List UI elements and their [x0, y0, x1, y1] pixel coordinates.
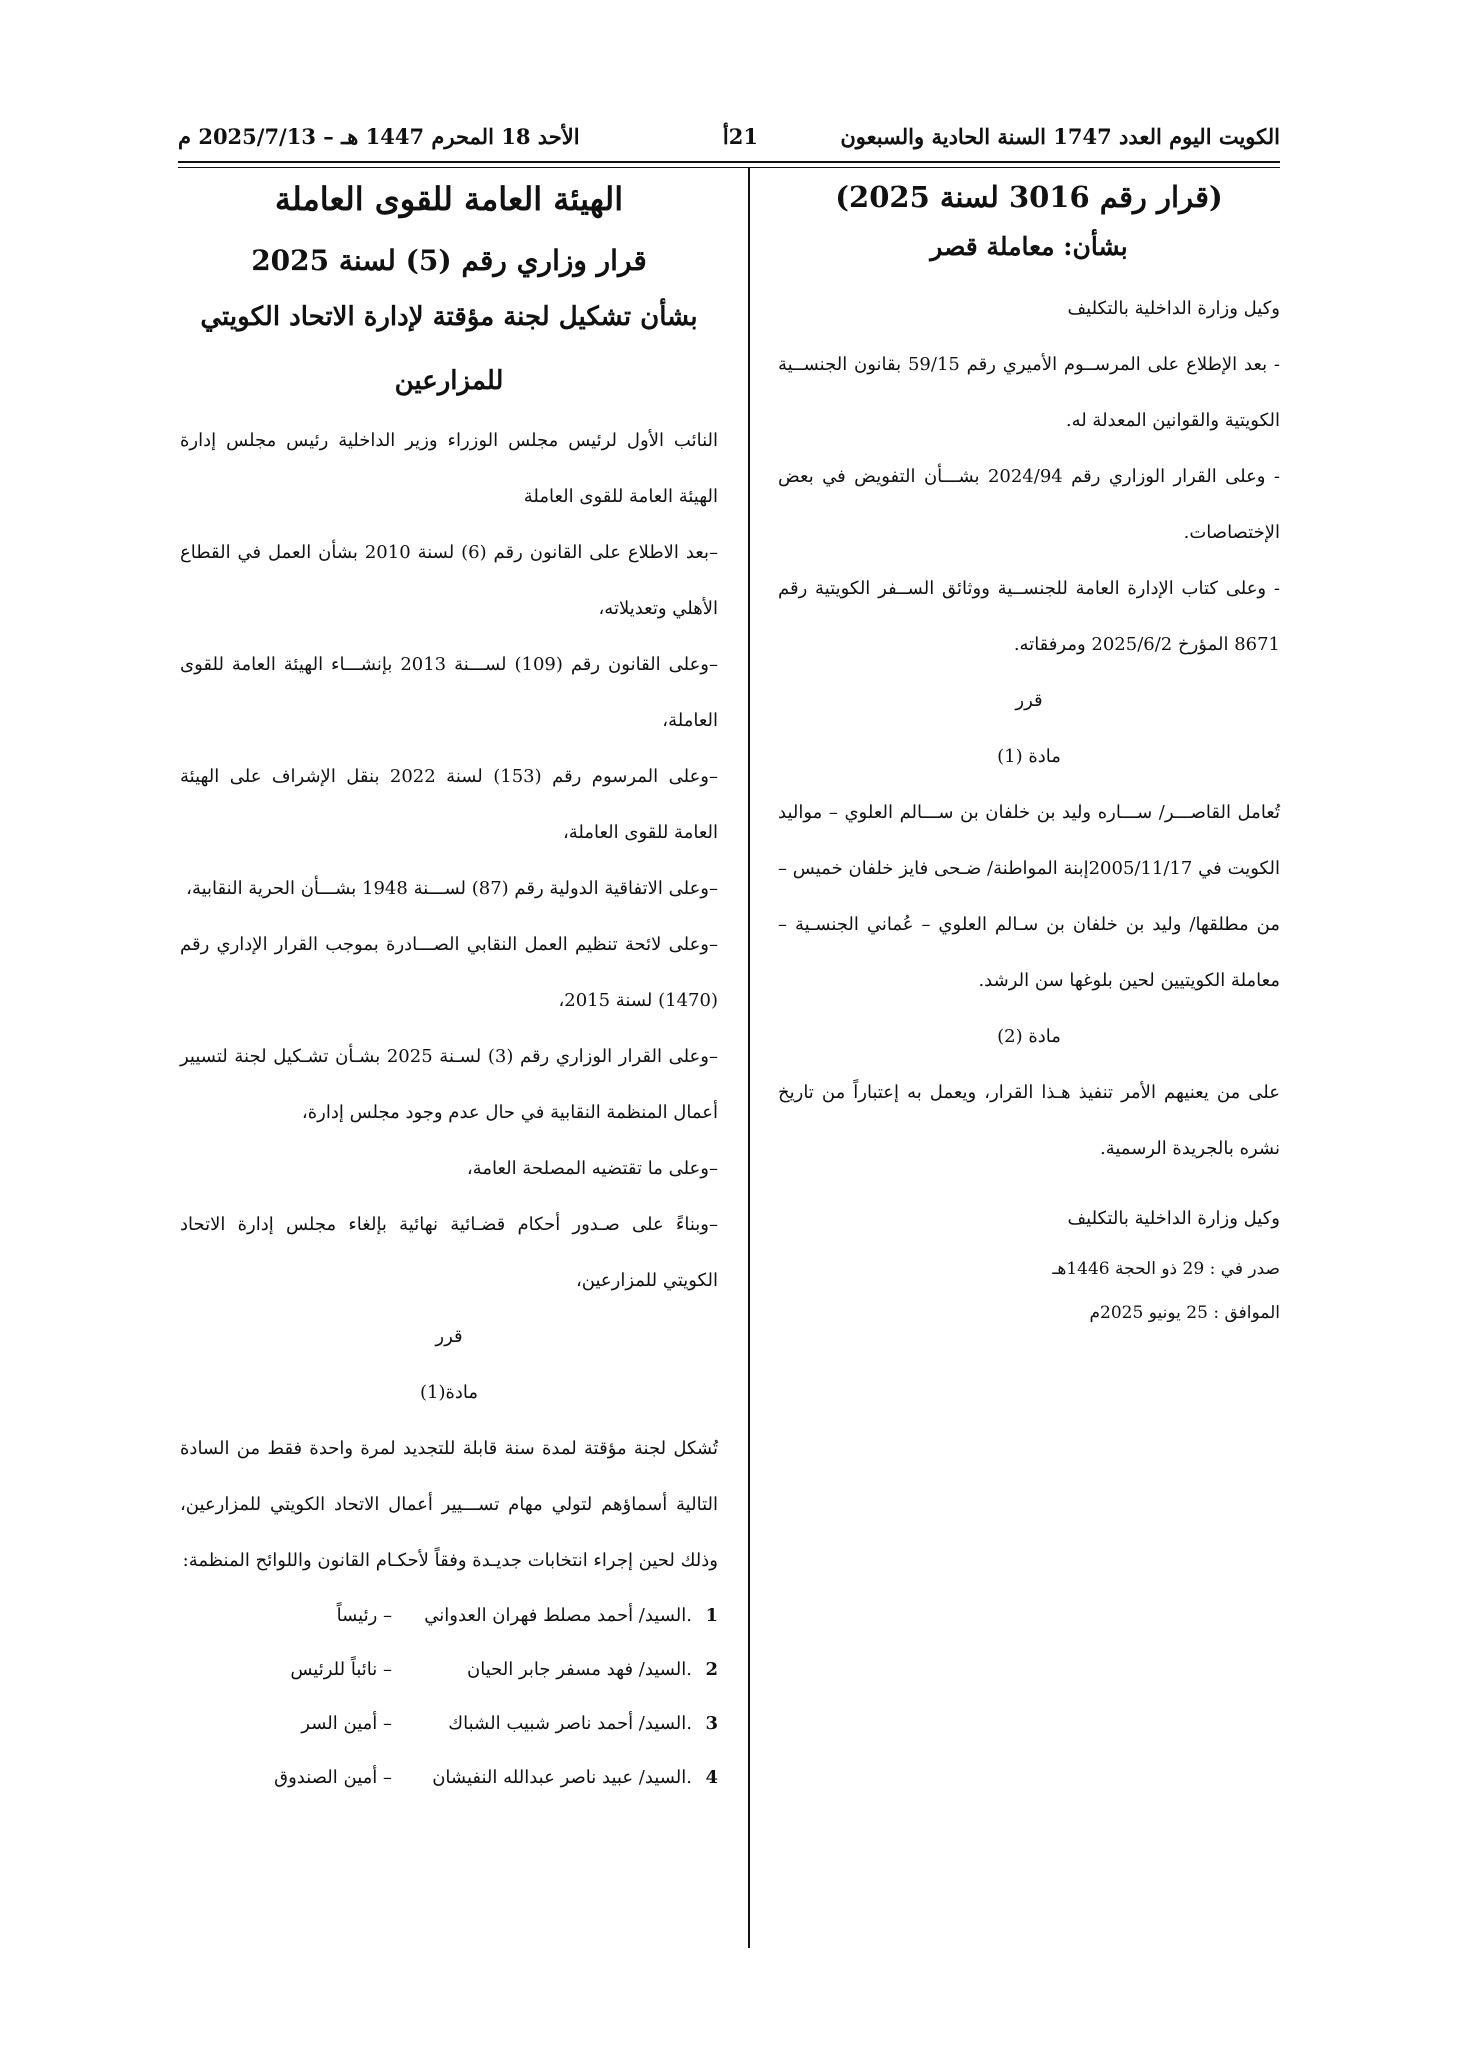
header-date: الأحد 18 المحرم 1447 هـ – 2025/7/13 م: [178, 124, 580, 149]
committee-members-list: [180, 1589, 718, 1805]
decision-3016-issued-date: صدر في : 29 ذو الحجة 1446هـ: [1052, 1259, 1280, 1279]
decision-3016-signature: وكيل وزارة الداخلية بالتكليف: [1067, 1208, 1280, 1229]
member-number: 4: [705, 1767, 718, 1788]
member-role: – نائباً للرئيس: [290, 1659, 392, 1680]
decision-3016-corresponding-date: الموافق : 25 يونيو 2025م: [1089, 1303, 1280, 1323]
committee-member: [180, 1589, 718, 1643]
decision-3016-preamble-3: - وعلى كتاب الإدارة العامة للجنســية ووثائق الســفر الكويتية رقم 8671 المؤرخ 2025/6/2 ومرفقاته.: [778, 578, 1280, 655]
decision-5-preamble-5: –وعلى لائحة تنظيم العمل النقابي الصـــادرة بموجب القرار الإداري رقم (1470) لسنة 2015،: [180, 934, 718, 1011]
decision-5-preamble-8: –وبناءً على صـدور أحكام قضـائية نهائية بإلغاء مجلس إدارة الاتحاد الكويتي للمزارعين،: [180, 1214, 718, 1291]
decision-5-subject: بشأن تشكيل لجنة مؤقتة لإدارة الاتحاد الكويتي للمزارعين: [200, 302, 698, 396]
decision-5-preamble-4: –وعلى الاتفاقية الدولية رقم (87) لســـنة 1948 بشـــأن الحرية النقابية،: [186, 878, 718, 899]
decision-3016-subject: بشأن: معاملة قصر: [930, 232, 1128, 261]
member-role: – أمين السر: [301, 1713, 392, 1734]
header-issue-info: الكويت اليوم العدد 1747 السنة الحادية والسبعون: [840, 124, 1280, 149]
decision-5-preamble-7: –وعلى ما تقتضيه المصلحة العامة،: [466, 1158, 718, 1179]
right-column: [778, 180, 1280, 1335]
member-role: – أمين الصندوق: [274, 1767, 392, 1788]
member-role: – رئيساً: [336, 1605, 392, 1626]
committee-member: [180, 1643, 718, 1697]
decision-3016-article-1-text: تُعامل القاصـــر/ ســـاره وليد بن خلفان بن ســـالم العلوي – مواليد الكويت في 2005/11/17إبنة المواطنة/ ضـحى فايز خلفان خميس – من مطلقها/ وليد بن خلفان بن سـالم العلوي – عُماني الجنسـية – معاملة الكويتيين لحين بلوغها سن الرشد.: [778, 802, 1280, 991]
left-column: [180, 180, 718, 1805]
decision-3016-article-2-text: على من يعنيهم الأمر تنفيذ هـذا القرار، ويعمل به إعتباراً من تاريخ نشره بالجريدة الرسمية.: [778, 1082, 1280, 1159]
member-number: 3: [705, 1713, 718, 1734]
decision-5-preamble-2: –وعلى القانون رقم (109) لســـنة 2013 بإنشـــاء الهيئة العامة للقوى العاملة،: [180, 654, 718, 731]
header-page-number: 21أ: [722, 124, 758, 149]
decision-5-article-1-text: تُشكل لجنة مؤقتة لمدة سنة قابلة للتجديد لمرة واحدة فقط من السادة التالية أسماؤهم لتولي مهام تســـيير أعمال الاتحاد الكويتي للمزارعين، وذلك لحين إجراء انتخابات جديـدة وفقاً لأحكـام القانون واللوائح المنظمة:: [180, 1438, 718, 1571]
committee-member: [180, 1751, 718, 1805]
committee-member: [180, 1697, 718, 1751]
member-number: 2: [705, 1659, 718, 1680]
decision-3016-article-1-title: مادة (1): [997, 746, 1061, 767]
decision-5-preamble-1: –بعد الاطلاع على القانون رقم (6) لسنة 2010 بشأن العمل في القطاع الأهلي وتعديلاته،: [180, 542, 718, 619]
member-name: .السيد/ فهد مسفر جابر الحيان: [467, 1659, 692, 1680]
decision-5-preamble-3: –وعلى المرسوم رقم (153) لسنة 2022 بنقل الإشراف على الهيئة العامة للقوى العاملة،: [180, 766, 718, 843]
decision-5-article-1-title: مادة(1): [419, 1382, 479, 1403]
decision-5-decided: قرر: [435, 1326, 463, 1347]
member-name: .السيد/ أحمد ناصر شبيب الشباك: [448, 1713, 692, 1734]
decision-3016-issuer: وكيل وزارة الداخلية بالتكليف: [1067, 298, 1280, 319]
member-number: 1: [705, 1605, 718, 1626]
decision-3016-article-2-title: مادة (2): [997, 1026, 1061, 1047]
header-rule-thin: [178, 167, 1280, 168]
decision-3016-preamble-1: - بعد الإطلاع على المرســوم الأميري رقم 59/15 بقانون الجنســية الكويتية والقوانين المعدلة له.: [778, 354, 1280, 431]
member-name: .السيد/ أحمد مصلط فهران العدواني: [424, 1605, 692, 1626]
header-rule: [178, 161, 1280, 163]
decision-5-title: قرار وزاري رقم (5) لسنة 2025: [251, 244, 647, 277]
decision-3016-decided: قرر: [1015, 690, 1043, 711]
decision-5-preamble-6: –وعلى القرار الوزاري رقم (3) لسـنة 2025 بشـأن تشـكيل لجنة لتسيير أعمال المنظمة النقابية في حال عدم وجود مجلس إدارة،: [180, 1046, 718, 1123]
decision-3016-preamble-2: - وعلى القرار الوزاري رقم 2024/94 بشـــأن التفويض في بعض الإختصاصات.: [778, 466, 1280, 543]
column-divider: [748, 168, 750, 1948]
member-name: .السيد/ عبيد ناصر عبدالله النفيشان: [432, 1767, 692, 1788]
authority-title: الهيئة العامة للقوى العاملة: [274, 180, 624, 218]
page-header: [178, 118, 1280, 158]
decision-5-issuer: النائب الأول لرئيس مجلس الوزراء وزير الداخلية رئيس مجلس إدارة الهيئة العامة للقوى العاملة: [180, 430, 718, 507]
decision-3016-title: (قرار رقم 3016 لسنة 2025): [835, 180, 1223, 214]
